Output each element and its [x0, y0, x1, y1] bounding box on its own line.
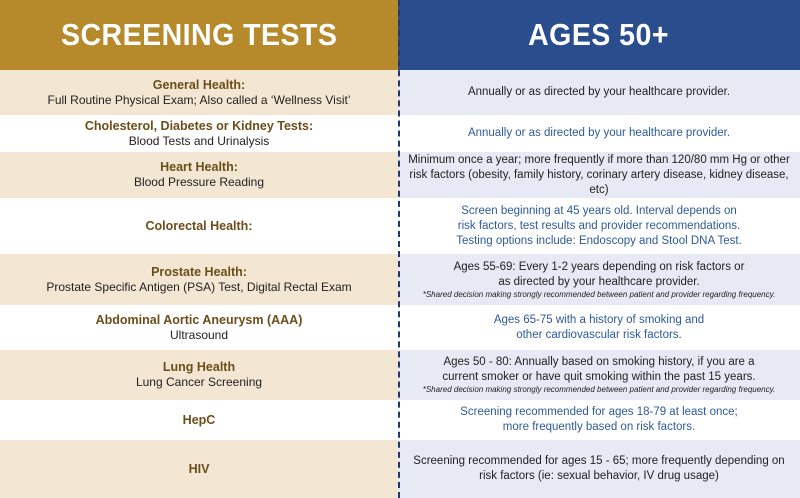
- table-row: [0, 350, 800, 400]
- table-row: [0, 115, 800, 152]
- recommendation-cell: [398, 152, 800, 198]
- recommendation-line: Minimum once a year; more frequently if more than 120/80 mm Hg or other: [408, 153, 790, 166]
- test-title: General Health:: [152, 77, 246, 92]
- test-title: HepC: [182, 412, 216, 427]
- recommendation-cell: [398, 305, 800, 350]
- test-title: Cholesterol, Diabetes or Kidney Tests:: [84, 118, 314, 133]
- recommendation-line: risk factors (ie: sexual behavior, IV drug usage): [479, 470, 719, 482]
- test-cell: [0, 305, 398, 350]
- test-cell: [0, 254, 398, 305]
- recommendation-line: Screening recommended for ages 18-79 at least once;: [460, 406, 738, 418]
- test-title: Lung Health: [162, 360, 236, 374]
- table-body: [0, 70, 800, 498]
- table-row: [0, 254, 800, 305]
- recommendation-line: Ages 65-75 with a history of smoking and: [493, 313, 705, 326]
- recommendation-cell: [398, 254, 800, 305]
- recommendation-cell: [398, 198, 800, 254]
- recommendation-cell: [398, 350, 800, 400]
- header-ages: [398, 0, 800, 70]
- test-cell: [0, 350, 398, 400]
- test-subtitle: Blood Tests and Urinalysis: [128, 133, 270, 148]
- recommendation-cell: [398, 400, 800, 440]
- recommendation-line: Ages 55-69: Every 1-2 years depending on risk factors or: [453, 260, 745, 273]
- recommendation-cell: [398, 70, 800, 115]
- recommendation-line: as directed by your healthcare provider.: [498, 275, 700, 288]
- test-title: Abdominal Aortic Aneurysm (AAA): [95, 312, 303, 327]
- test-cell: [0, 440, 398, 498]
- test-title: HIV: [188, 461, 210, 476]
- header-right-label: AGES 50+: [528, 17, 670, 52]
- recommendation-line: risk factors, test results and provider recommendations.: [457, 219, 741, 232]
- test-cell: [0, 70, 398, 115]
- recommendation-line: Ages 50 - 80: Annually based on smoking history, if you are a: [443, 356, 755, 368]
- column-divider: [398, 0, 400, 498]
- test-cell: [0, 198, 398, 254]
- table-row: [0, 152, 800, 198]
- recommendation-line: current smoker or have quit smoking within the past 15 years.: [442, 371, 756, 383]
- table-row: [0, 440, 800, 498]
- test-title: Prostate Health:: [151, 264, 247, 279]
- table-row: [0, 400, 800, 440]
- test-cell: [0, 152, 398, 198]
- test-title: Colorectal Health:: [145, 218, 253, 233]
- recommendation-line: Annually or as directed by your healthcare provider.: [467, 127, 731, 139]
- shared-decision-note: *Shared decision making strongly recommended between patient and provider regarding frequency.: [422, 289, 776, 299]
- table-row: [0, 70, 800, 115]
- test-subtitle: Full Routine Physical Exam; Also called a ‘Wellness Visit’: [47, 92, 351, 107]
- table-header: [0, 0, 800, 70]
- test-subtitle: Ultrasound: [169, 327, 229, 342]
- header-screening-tests: [0, 0, 398, 70]
- recommendation-line: more frequently based on risk factors.: [502, 421, 696, 433]
- table-row: [0, 305, 800, 350]
- recommendation-cell: [398, 440, 800, 498]
- recommendation-line: Annually or as directed by your healthcare provider.: [467, 86, 731, 98]
- recommendation-cell: [398, 115, 800, 152]
- header-left-label: SCREENING TESTS: [60, 17, 338, 52]
- test-cell: [0, 400, 398, 440]
- recommendation-line: Screen beginning at 45 years old. Interval depends on: [461, 204, 737, 217]
- test-cell: [0, 115, 398, 152]
- recommendation-line: Screening recommended for ages 15 - 65; more frequently depending on: [413, 455, 785, 467]
- shared-decision-note: *Shared decision making strongly recommended between patient and provider regarding frequency.: [422, 385, 776, 394]
- recommendation-line: Testing options include: Endoscopy and Stool DNA Test.: [456, 234, 742, 247]
- test-subtitle: Lung Cancer Screening: [135, 375, 263, 389]
- test-subtitle: Prostate Specific Antigen (PSA) Test, Digital Rectal Exam: [46, 279, 352, 294]
- test-title: Heart Health:: [160, 160, 238, 174]
- recommendation-line: risk factors (obesity, family history, corinary artery disease, kidney disease, etc): [409, 168, 789, 196]
- recommendation-line: other cardiovascular risk factors.: [516, 328, 682, 341]
- test-subtitle: Blood Pressure Reading: [133, 175, 265, 189]
- table-row: [0, 198, 800, 254]
